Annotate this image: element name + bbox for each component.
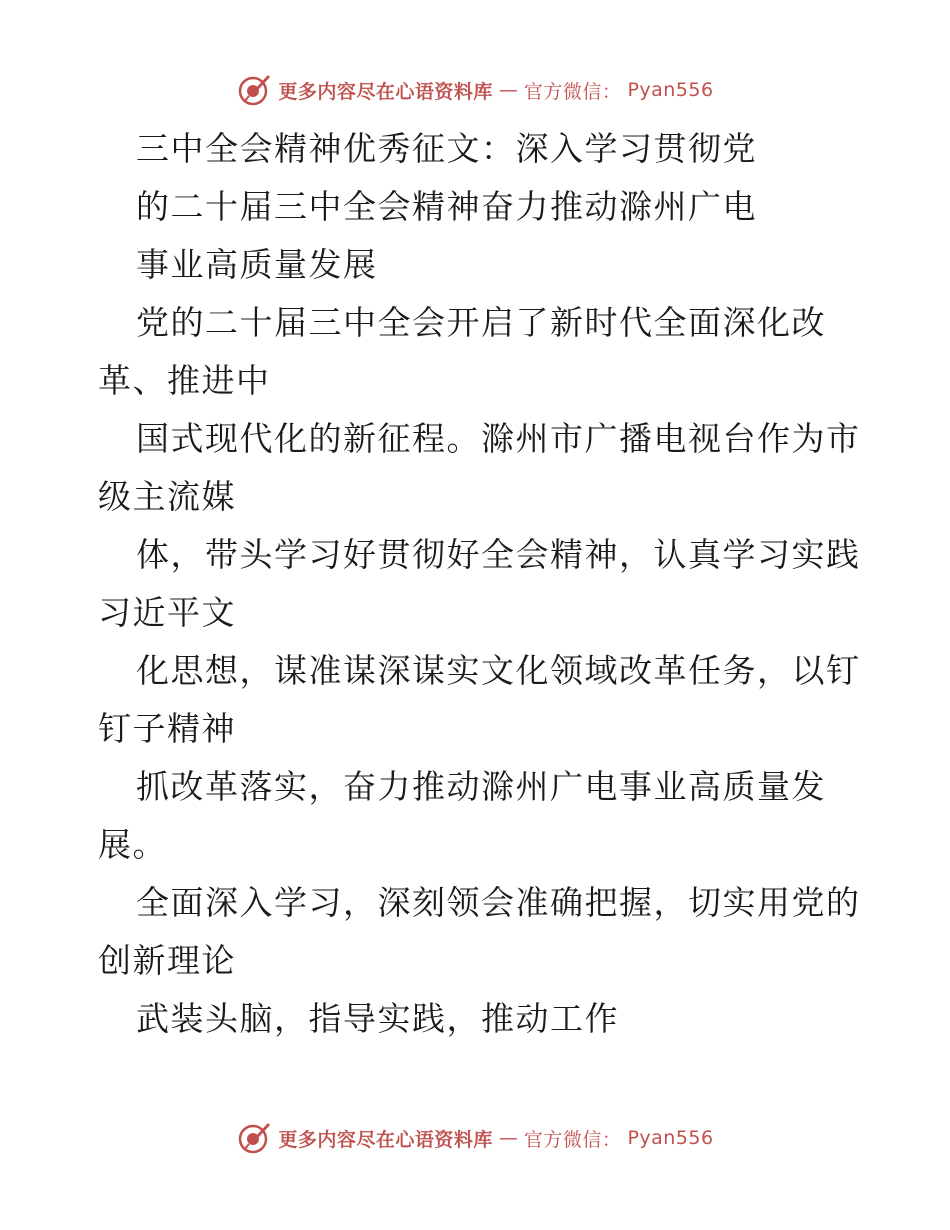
paragraph-line: 国式现代化的新征程。滁州市广播电视台作为市 [136, 419, 861, 458]
quill-logo-icon [236, 1120, 272, 1156]
paragraph-line: 习近平文 [98, 593, 236, 632]
watermark-wechat-id: Pyan556 [627, 79, 714, 101]
paragraph-line: 化思想，谋准谋深谋实文化领域改革任务，以钉 [136, 651, 861, 690]
watermark-brand: 更多内容尽在心语资料库 [278, 80, 493, 103]
watermark-header [0, 70, 950, 110]
watermark-separator: — [498, 79, 518, 101]
paragraph-line: 武装头脑，指导实践，推动工作 [136, 999, 619, 1038]
document-body [98, 120, 861, 1048]
title-line: 事业高质量发展 [136, 245, 378, 284]
paragraph-line: 抓改革落实，奋力推动滁州广电事业高质量发 [136, 767, 826, 806]
watermark-brand: 更多内容尽在心语资料库 [278, 1128, 493, 1151]
watermark-footer [0, 1118, 950, 1158]
paragraph-line: 党的二十届三中全会开启了新时代全面深化改 [136, 303, 826, 342]
paragraph-line: 展。 [98, 825, 167, 864]
watermark-contact-label: 官方微信： [523, 1128, 622, 1151]
title-line: 三中全会精神优秀征文：深入学习贯彻党 [136, 129, 757, 168]
paragraph-line: 体，带头学习好贯彻好全会精神，认真学习实践 [136, 535, 861, 574]
paragraph-line: 全面深入学习，深刻领会准确把握，切实用党的 [136, 883, 861, 922]
paragraph-line: 级主流媒 [98, 477, 236, 516]
paragraph-line: 革、推进中 [98, 361, 271, 400]
watermark-wechat-id: Pyan556 [627, 1127, 714, 1149]
quill-logo-icon [236, 72, 272, 108]
paragraph-line: 创新理论 [98, 941, 236, 980]
watermark-contact-label: 官方微信： [523, 80, 622, 103]
paragraph-line: 钉子精神 [98, 709, 236, 748]
watermark-separator: — [498, 1127, 518, 1149]
title-line: 的二十届三中全会精神奋力推动滁州广电 [136, 187, 757, 226]
